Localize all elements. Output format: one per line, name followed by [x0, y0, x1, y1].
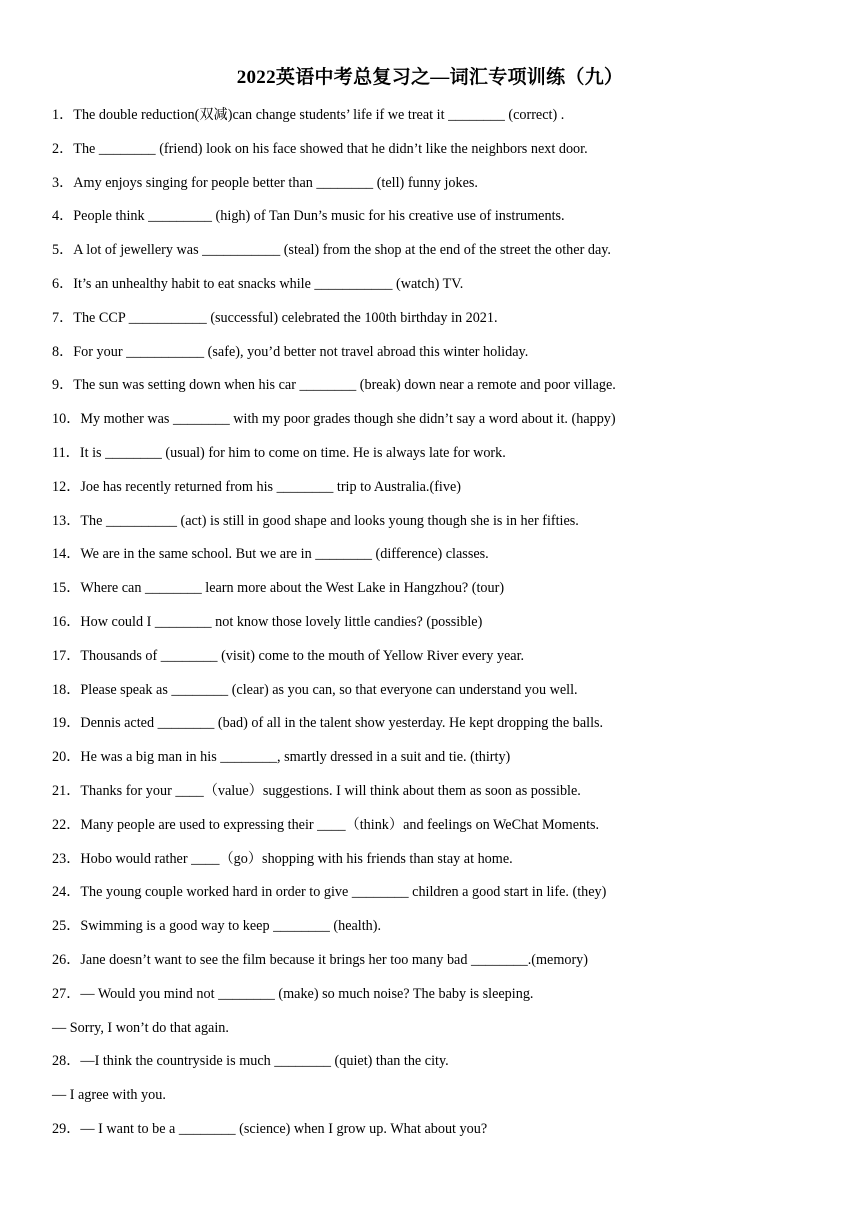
- question-number: 22．: [52, 816, 81, 833]
- question-text: Please speak as ________ (clear) as you can, so that everyone can understand you well.: [80, 681, 578, 698]
- question-line: [52, 1052, 842, 1086]
- question-line: [52, 140, 842, 174]
- question-text: People think _________ (high) of Tan Dun’s music for his creative use of instruments.: [73, 208, 565, 225]
- question-number: 5．: [52, 242, 74, 259]
- question-text: How could I ________ not know those lovely little candies? (possible): [80, 613, 483, 630]
- question-line: [52, 748, 842, 782]
- question-number: 14．: [52, 546, 81, 563]
- question-line: [52, 714, 842, 748]
- question-line: [52, 343, 842, 377]
- question-number: 9．: [52, 377, 74, 394]
- question-number: 21．: [52, 782, 81, 799]
- question-line: [52, 951, 842, 985]
- question-number: 17．: [52, 647, 81, 664]
- question-line: [52, 478, 842, 512]
- question-text: Swimming is a good way to keep ________ (health).: [80, 918, 382, 935]
- question-number: 13．: [52, 512, 81, 529]
- question-line: [52, 376, 842, 410]
- question-text: It’s an unhealthy habit to eat snacks while ___________ (watch) TV.: [73, 275, 464, 292]
- question-line: [52, 1120, 842, 1154]
- question-number: 15．: [52, 580, 81, 597]
- question-text: — I agree with you.: [52, 1087, 166, 1104]
- question-line: [52, 241, 842, 275]
- question-number: 26．: [52, 951, 81, 968]
- question-number: 1．: [52, 107, 74, 123]
- question-text: Hobo would rather ____（go）shopping with his friends than stay at home.: [80, 850, 513, 867]
- question-line: [52, 207, 842, 241]
- question-line: [52, 782, 842, 816]
- question-text: Where can ________ learn more about the West Lake in Hangzhou? (tour): [80, 580, 505, 597]
- question-number: 27．: [52, 985, 81, 1002]
- question-number: 10．: [52, 411, 81, 428]
- question-line: [52, 647, 842, 681]
- question-number: 16．: [52, 613, 81, 630]
- question-text: Thousands of ________ (visit) come to the mouth of Yellow River every year.: [80, 647, 525, 664]
- question-line: [52, 917, 842, 951]
- question-number: 3．: [52, 174, 74, 191]
- question-text: He was a big man in his ________, smartly dressed in a suit and tie. (thirty): [80, 749, 511, 766]
- question-text: Thanks for your ____（value）suggestions. I will think about them as soon as possible.: [80, 782, 581, 799]
- question-number: 28．: [52, 1053, 81, 1070]
- question-number: 4．: [52, 208, 74, 225]
- question-line: [52, 106, 842, 140]
- question-line: [52, 850, 842, 884]
- question-line: [52, 545, 842, 579]
- question-line: [52, 410, 842, 444]
- question-line: [52, 985, 842, 1019]
- question-number: 12．: [52, 478, 81, 495]
- question-line: [52, 309, 842, 343]
- question-text: — Sorry, I won’t do that again.: [52, 1019, 229, 1036]
- question-text: The young couple worked hard in order to give ________ children a good start in life. (they): [80, 884, 607, 901]
- question-text: The CCP ___________ (successful) celebrated the 100th birthday in 2021.: [73, 309, 498, 326]
- page-title: 2022英语中考总复习之—词汇专项训练（九）: [236, 67, 624, 88]
- question-number: 8．: [52, 343, 74, 360]
- question-line: [52, 816, 842, 850]
- question-number: 29．: [52, 1120, 81, 1137]
- question-text: —I think the countryside is much ________ (quiet) than the city.: [80, 1053, 449, 1070]
- question-text: — I want to be a ________ (science) when I grow up. What about you?: [80, 1120, 488, 1137]
- question-list: [52, 106, 842, 1154]
- question-number: 24．: [52, 884, 81, 901]
- question-number: 6．: [52, 275, 74, 292]
- question-number: 18．: [52, 681, 81, 698]
- question-line: [52, 681, 842, 715]
- question-text: A lot of jewellery was ___________ (steal) from the shop at the end of the street the other day.: [73, 242, 611, 259]
- question-text: — Would you mind not ________ (make) so much noise? The baby is sleeping.: [80, 985, 534, 1002]
- question-line: [52, 275, 842, 309]
- answer-line: [52, 1019, 842, 1053]
- question-number: 7．: [52, 309, 74, 326]
- question-text: The double reduction(双减)can change students’ life if we treat it ________ (correct) .: [73, 107, 565, 123]
- question-text: My mother was ________ with my poor grades though she didn’t say a word about it. (happy): [80, 411, 616, 428]
- answer-line: [52, 1086, 842, 1120]
- question-text: Joe has recently returned from his ________ trip to Australia.(five): [80, 478, 461, 495]
- question-text: The sun was setting down when his car ________ (break) down near a remote and poor village.: [73, 377, 616, 394]
- question-text: Many people are used to expressing their ____（think）and feelings on WeChat Moments.: [80, 816, 600, 833]
- question-text: Dennis acted ________ (bad) of all in the talent show yesterday. He kept dropping the balls.: [80, 715, 604, 732]
- question-line: [52, 883, 842, 917]
- question-number: 2．: [52, 140, 74, 157]
- question-number: 20．: [52, 749, 81, 766]
- question-text: It is ________ (usual) for him to come on time. He is always late for work.: [79, 444, 506, 461]
- question-line: [52, 174, 842, 208]
- question-line: [52, 579, 842, 613]
- question-number: 19．: [52, 715, 81, 732]
- question-line: [52, 512, 842, 546]
- question-text: We are in the same school. But we are in ________ (difference) classes.: [80, 546, 489, 563]
- question-number: 23．: [52, 850, 81, 867]
- question-text: For your ___________ (safe), you’d better not travel abroad this winter holiday.: [73, 343, 529, 360]
- question-line: [52, 613, 842, 647]
- question-number: 11．: [52, 444, 80, 461]
- question-line: [52, 444, 842, 478]
- question-text: The __________ (act) is still in good shape and looks young though she is in her fifties.: [80, 512, 579, 529]
- question-text: The ________ (friend) look on his face showed that he didn’t like the neighbors next door.: [73, 140, 588, 157]
- question-number: 25．: [52, 918, 81, 935]
- question-text: Jane doesn’t want to see the film because it brings her too many bad ________.(memory): [80, 951, 588, 968]
- question-text: Amy enjoys singing for people better than ________ (tell) funny jokes.: [73, 174, 478, 191]
